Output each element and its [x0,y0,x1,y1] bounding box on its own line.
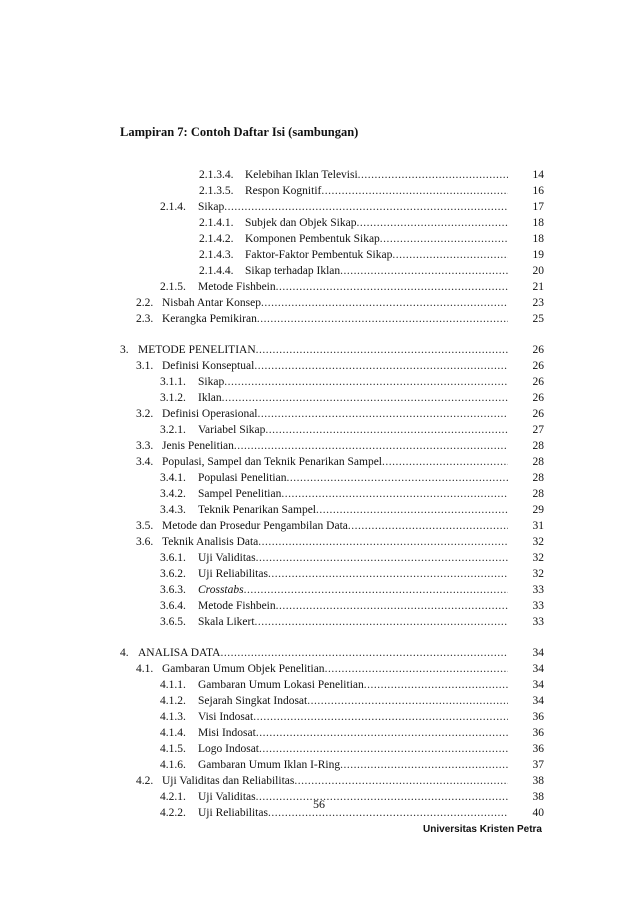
toc-entry-page: 28 [532,488,544,500]
toc-entry-title: Populasi, Sampel dan Teknik Penarikan Sampel [162,456,383,468]
toc-entry-page: 28 [532,456,544,468]
toc-entry-text [160,199,508,215]
toc-entry-title: Nisbah Antar Konsep [162,297,262,309]
toc-entry[interactable] [0,582,638,598]
toc-entry-page: 37 [532,759,544,771]
toc-entry-title: Definisi Konseptual [162,360,255,372]
toc-entry-number: 3.6.2. [160,568,186,580]
toc-entry-text [160,279,508,295]
toc-entry[interactable] [0,167,638,183]
toc-entry-number: 3.4.3. [160,504,186,516]
toc-entry[interactable] [0,342,638,358]
toc-entry-title: Teknik Analisis Data [162,536,259,548]
dot-leader [281,486,508,502]
toc-entry-page: 17 [532,201,544,213]
toc-entry-text [136,295,508,311]
toc-entry-page: 16 [532,185,544,197]
toc-entry-number: 4.1.6. [160,759,186,771]
toc-entry-number: 4.2.2. [160,807,186,819]
toc-entry-title: Definisi Operasional [162,408,258,420]
toc-entry-text [136,406,508,422]
toc-entry[interactable] [0,247,638,263]
dot-leader [257,311,508,327]
dot-leader [392,247,508,263]
toc-entry-title: Subjek dan Objek Sikap [245,217,357,229]
toc-entry-page: 26 [532,408,544,420]
toc-entry-page: 32 [532,552,544,564]
toc-entry-text [160,422,508,438]
toc-entry-title: Uji Validitas [198,552,256,564]
dot-leader [307,693,508,709]
toc-entry-number: 4.1.3. [160,711,186,723]
toc-entry-number: 3.4.2. [160,488,186,500]
toc-entry-page: 29 [532,504,544,516]
toc-entry-page: 32 [532,568,544,580]
toc-entry[interactable] [0,677,638,693]
toc-entry-page: 25 [532,313,544,325]
toc-entry-page: 38 [532,775,544,787]
toc-entry[interactable] [0,518,638,534]
toc-entry-page: 38 [532,791,544,803]
dot-leader [325,661,508,677]
toc-entry-text [136,518,508,534]
dot-leader [224,374,508,390]
toc-entry-text [136,454,508,470]
toc-entry-text [160,550,508,566]
toc-entry-text [136,311,508,327]
toc-entry-page: 19 [532,249,544,261]
toc-entry-title: Uji Reliabilitas [198,568,268,580]
toc-entry-number: 3.1.2. [160,392,186,404]
toc-entry-title: Respon Kognitif [245,185,322,197]
toc-entry-text [160,502,508,518]
toc-entry-page: 34 [532,663,544,675]
toc-entry-title: Jenis Penelitian [162,440,234,452]
toc-entry[interactable] [0,454,638,470]
toc-entry-page: 36 [532,711,544,723]
toc-entry[interactable] [0,534,638,550]
toc-entry[interactable] [0,645,638,661]
toc-entry[interactable] [0,741,638,757]
toc-entry[interactable] [0,693,638,709]
toc-entry-page: 28 [532,440,544,452]
toc-entry[interactable] [0,773,638,789]
section-gap [0,630,638,645]
toc-entry-page: 26 [532,376,544,388]
toc-entry[interactable] [0,661,638,677]
toc-entry-page: 21 [532,281,544,293]
toc-entry-number: 3.1.1. [160,376,186,388]
toc-entry-number: 2.1.5. [160,281,186,293]
dot-leader [358,167,508,183]
toc-entry-title: Sikap [198,376,225,388]
dot-leader [255,614,508,630]
toc-entry-text [160,725,508,741]
toc-entry-text [199,231,508,247]
dot-leader [276,279,508,295]
toc-entry[interactable] [0,390,638,406]
table-of-contents [0,167,638,821]
dot-leader [316,502,508,518]
toc-entry[interactable] [0,486,638,502]
dot-leader [258,534,508,550]
toc-entry[interactable] [0,422,638,438]
toc-entry-number: 3.6.5. [160,616,186,628]
toc-entry[interactable] [0,311,638,327]
toc-entry-page: 36 [532,727,544,739]
toc-entry-page: 18 [532,233,544,245]
toc-entry-title: Kerangka Pemikiran [162,313,257,325]
toc-entry-page: 32 [532,536,544,548]
toc-entry-number: 3.3. [136,440,154,452]
dot-leader [340,757,508,773]
dot-leader [256,725,508,741]
toc-entry-number: 3.5. [136,520,154,532]
toc-entry-title: Uji Validitas dan Reliabilitas [162,775,295,787]
toc-entry-title: Uji Validitas [198,791,256,803]
toc-entry-title: Logo Indosat [198,743,260,755]
toc-entry[interactable] [0,295,638,311]
dot-leader [356,215,508,231]
dot-leader [340,263,508,279]
toc-entry-page: 27 [532,424,544,436]
toc-entry-title: Gambaran Umum Iklan I-Ring [198,759,341,771]
toc-entry[interactable] [0,358,638,374]
toc-entry-text [160,757,508,773]
toc-entry[interactable] [0,438,638,454]
toc-entry-number: 3.2. [136,408,154,420]
toc-entry[interactable] [0,374,638,390]
toc-entry-page: 26 [532,344,544,356]
toc-entry-number: 3.1. [136,360,154,372]
toc-entry-title: Crosstabs [198,584,244,596]
toc-entry-title: Gambaran Umum Lokasi Penelitian [198,679,364,691]
toc-entry-title: METODE PENELITIAN [138,344,256,356]
dot-leader [256,342,508,358]
toc-entry-title: Sikap terhadap Iklan [245,265,341,277]
toc-entry[interactable] [0,725,638,741]
toc-entry-text [120,645,508,661]
toc-entry-text [199,167,508,183]
toc-entry[interactable] [0,550,638,566]
toc-entry-text [160,614,508,630]
toc-entry-title: Uji Reliabilitas [198,807,268,819]
toc-entry-text [160,390,508,406]
toc-entry[interactable] [0,566,638,582]
dot-leader [258,406,509,422]
dot-leader [259,741,508,757]
toc-entry-text [160,598,508,614]
toc-entry-title: Gambaran Umum Objek Penelitian [162,663,325,675]
toc-entry[interactable] [0,598,638,614]
toc-entry[interactable] [0,183,638,199]
toc-entry[interactable] [0,215,638,231]
toc-entry-text [136,534,508,550]
toc-entry-number: 3.6.3. [160,584,186,596]
toc-entry-title: Faktor-Faktor Pembentuk Sikap [245,249,393,261]
dot-leader [261,295,508,311]
toc-entry-text [160,566,508,582]
toc-entry-text [160,677,508,693]
toc-entry[interactable] [0,199,638,215]
toc-entry-text [199,183,508,199]
toc-entry-text [160,374,508,390]
section-gap [0,327,638,342]
toc-entry[interactable] [0,279,638,295]
toc-entry[interactable] [0,502,638,518]
toc-entry-number: 3.6.1. [160,552,186,564]
toc-entry[interactable] [0,709,638,725]
toc-entry-number: 3.6. [136,536,154,548]
university-name: Universitas Kristen Petra [423,824,542,835]
toc-entry-number: 2.3. [136,313,154,325]
dot-leader [364,677,508,693]
toc-entry-page: 20 [532,265,544,277]
toc-entry-text [136,773,508,789]
toc-entry-title: Metode dan Prosedur Pengambilan Data [162,520,348,532]
dot-leader [286,470,508,486]
toc-entry[interactable] [0,757,638,773]
dot-leader [234,438,508,454]
toc-entry-page: 23 [532,297,544,309]
toc-entry-number: 2.1.4. [160,201,186,213]
dot-leader [294,773,508,789]
toc-entry-title: Skala Likert [198,616,255,628]
toc-entry[interactable] [0,470,638,486]
toc-entry-text [199,263,508,279]
toc-entry-text [120,342,508,358]
toc-entry[interactable] [0,263,638,279]
toc-entry-text [160,470,508,486]
toc-entry-number: 3.6.4. [160,600,186,612]
toc-entry-page: 28 [532,472,544,484]
toc-entry-text [160,741,508,757]
toc-entry-number: 4.1.1. [160,679,186,691]
toc-entry-number: 2.1.4.1. [199,217,234,229]
toc-entry-page: 34 [532,679,544,691]
toc-entry-number: 2.2. [136,297,154,309]
toc-entry-number: 4.2. [136,775,154,787]
dot-leader [220,645,508,661]
toc-entry-number: 4.1.5. [160,743,186,755]
toc-entry-title: Metode Fishbein [198,281,276,293]
toc-entry-page: 33 [532,616,544,628]
toc-entry[interactable] [0,231,638,247]
toc-entry-title: Iklan [198,392,222,404]
toc-entry-number: 4.2.1. [160,791,186,803]
toc-entry-number: 4.1. [136,663,154,675]
page-number: 56 [313,797,325,811]
toc-entry-title: Sejarah Singkat Indosat [198,695,308,707]
toc-entry-title: Populasi Penelitian [198,472,287,484]
toc-entry-title: Kelebihan Iklan Televisi [245,169,358,181]
toc-entry-number: 3.2.1. [160,424,186,436]
toc-entry-page: 33 [532,600,544,612]
toc-entry-page: 33 [532,584,544,596]
dot-leader [380,231,508,247]
toc-entry-page: 36 [532,743,544,755]
toc-entry-text [136,661,508,677]
toc-entry-text [160,582,508,598]
toc-entry-number: 4.1.4. [160,727,186,739]
toc-entry-page: 14 [532,169,544,181]
toc-entry-number: 4.1.2. [160,695,186,707]
toc-entry-title: ANALISA DATA [138,647,221,659]
toc-entry-number: 2.1.3.4. [199,169,234,181]
toc-entry-page: 34 [532,647,544,659]
toc-entry-title: Sampel Penelitian [198,488,282,500]
toc-entry-page: 40 [532,807,544,819]
dot-leader [348,518,508,534]
toc-entry-number: 2.1.4.4. [199,265,234,277]
toc-entry-title: Teknik Penarikan Sampel [198,504,316,516]
toc-entry-title: Misi Indosat [198,727,256,739]
toc-entry-title: Metode Fishbein [198,600,276,612]
toc-entry-page: 31 [532,520,544,532]
dot-leader [276,598,508,614]
toc-entry-page: 26 [532,360,544,372]
dot-leader [265,422,508,438]
toc-entry[interactable] [0,614,638,630]
toc-entry-title: Variabel Sikap [198,424,266,436]
toc-entry-text [136,438,508,454]
toc-entry-number: 3.4. [136,456,154,468]
dot-leader [244,582,508,598]
toc-entry-text [136,358,508,374]
toc-entry-number: 2.1.4.2. [199,233,234,245]
toc-entry-text [199,215,508,231]
dot-leader [254,358,508,374]
toc-entry-page: 34 [532,695,544,707]
toc-entry-title: Komponen Pembentuk Sikap [245,233,380,245]
toc-entry[interactable] [0,406,638,422]
toc-entry-text [199,247,508,263]
toc-entry-title: Sikap [198,201,225,213]
page-heading: Lampiran 7: Contoh Daftar Isi (sambungan) [120,125,359,139]
dot-leader [256,550,508,566]
toc-entry-page: 18 [532,217,544,229]
dot-leader [268,566,508,582]
dot-leader [321,183,508,199]
dot-leader [222,390,508,406]
toc-entry-number: 3.4.1. [160,472,186,484]
toc-entry-title: Visi Indosat [198,711,254,723]
toc-entry-text [160,709,508,725]
dot-leader [382,454,508,470]
dot-leader [224,199,508,215]
toc-entry-text [160,486,508,502]
toc-entry-number: 2.1.3.5. [199,185,234,197]
toc-entry-page: 26 [532,392,544,404]
toc-entry-number: 3. [120,344,129,356]
toc-entry-number: 4. [120,647,129,659]
toc-entry-number: 2.1.4.3. [199,249,234,261]
toc-entry-text [160,693,508,709]
dot-leader [253,709,508,725]
